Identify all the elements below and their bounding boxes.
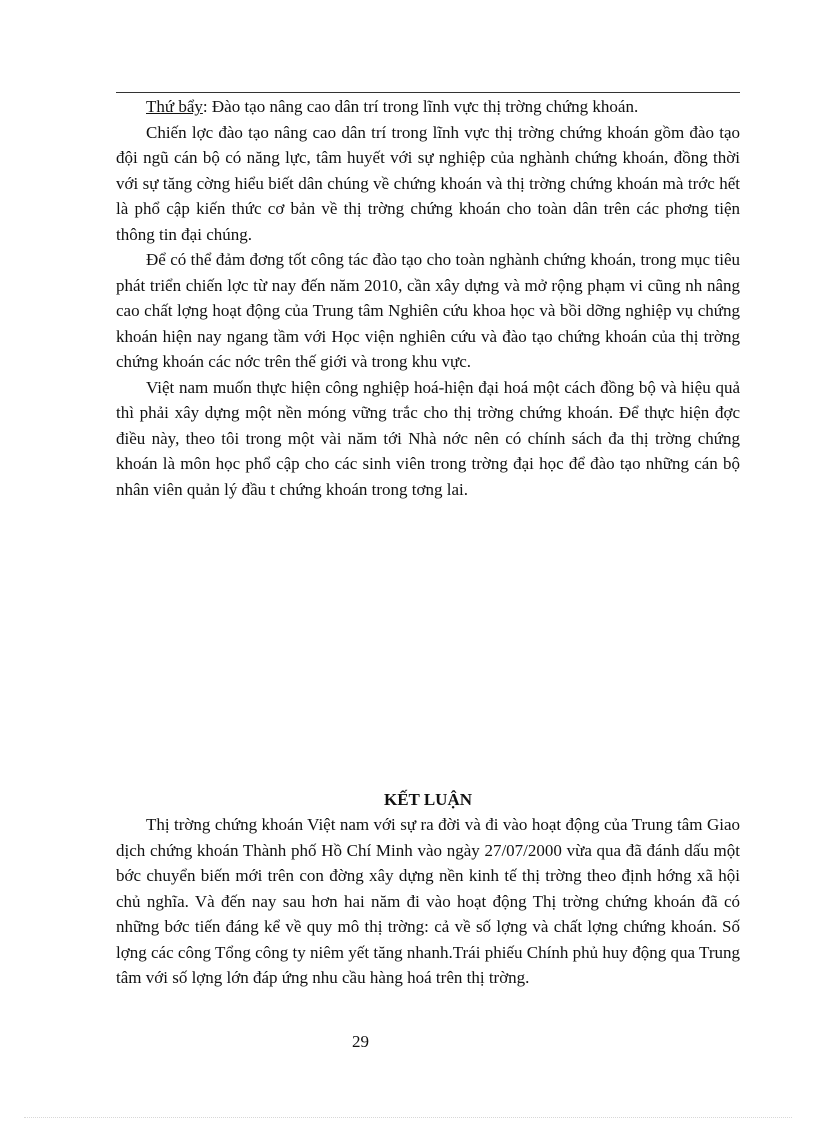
- conclusion-title: KẾT LUẬN: [383, 790, 472, 809]
- page-number: 29: [352, 1032, 369, 1051]
- paragraph-foundation: Việt nam muốn thực hiện công nghiệp hoá-hiện đại hoá một cách đồng bộ và hiệu quả thì phải xây dựng một nền móng vững trắc cho thị trờng chứng khoán. Để thực hiện đợc điều này, theo tôi trong một vài năm tới Nhà nớc nên có chính sách đa thị trờng chứng khoán là môn học phổ cập cho các sinh viên trong trờng đại học để đào tạo những cán bộ nhân viên quản lý đầu t chứng khoán trong tơng lai.: [116, 377, 740, 499]
- page-bottom-border: [24, 1117, 792, 1118]
- header-rule: [116, 92, 740, 93]
- section-heading-text: : Đào tạo nâng cao dân trí trong lĩnh vực thị trờng chứng khoán.: [202, 97, 639, 116]
- paragraph-strategy: Chiến lợc đào tạo nâng cao dân trí trong lĩnh vực thị trờng chứng khoán gồm đào tạo đội ngũ cán bộ có năng lực, tâm huyết với sự nghiệp của nghành chứng khoán, đồng thời với sự tăng cờng hiểu biết dân chúng về chứng khoán và thị trờng chứng khoán mà trớc hết là phổ cập kiến thức cơ bản về thị trờng chứng khoán cho toàn dân trên các phơng tiện thông tin đại chúng.: [116, 122, 740, 244]
- conclusion-section: [116, 787, 740, 991]
- conclusion-paragraph: Thị trờng chứng khoán Việt nam với sự ra đời và đi vào hoạt động của Trung tâm Giao dịch chứng khoán Thành phố Hồ Chí Minh vào ngày 27/07/2000 vừa qua đã đánh dấu một bớc chuyển biến mới trên con đờng xây dựng nền kinh tế thị trờng theo định hớng xã hội chủ nghĩa. Và đến nay sau hơn hai năm đi vào hoạt động Thị trờng chứng khoán đã có những bớc tiến đáng kể về quy mô thị trờng: cả về số lợng và chất lợng chứng khoán. Số lợng các công Tổng công ty niêm yết tăng nhanh.Trái phiếu Chính phủ huy động qua Trung tâm với số lợng lớn đáp ứng nhu cầu hàng hoá trên thị trờng.: [116, 815, 740, 987]
- body-section: [116, 94, 740, 502]
- section-heading: [116, 94, 740, 120]
- section-heading-label: Thứ bẩy: [146, 97, 203, 116]
- paragraph-training: Để có thể đảm đơng tốt công tác đào tạo cho toàn nghành chứng khoán, trong mục tiêu phát triển chiến lợc từ nay đến năm 2010, cần xây dựng và mở rộng phạm vi cũng nh nâng cao chất lợng hoạt động của Trung tâm Nghiên cứu khoa học và bồi dỡng nghiệp vụ chứng khoán hiện nay ngang tầm với Học viện nghiên cứu và đào tạo chứng khoán của thị trờng chứng khoán các nớc trên thế giới và trong khu vực.: [116, 250, 740, 371]
